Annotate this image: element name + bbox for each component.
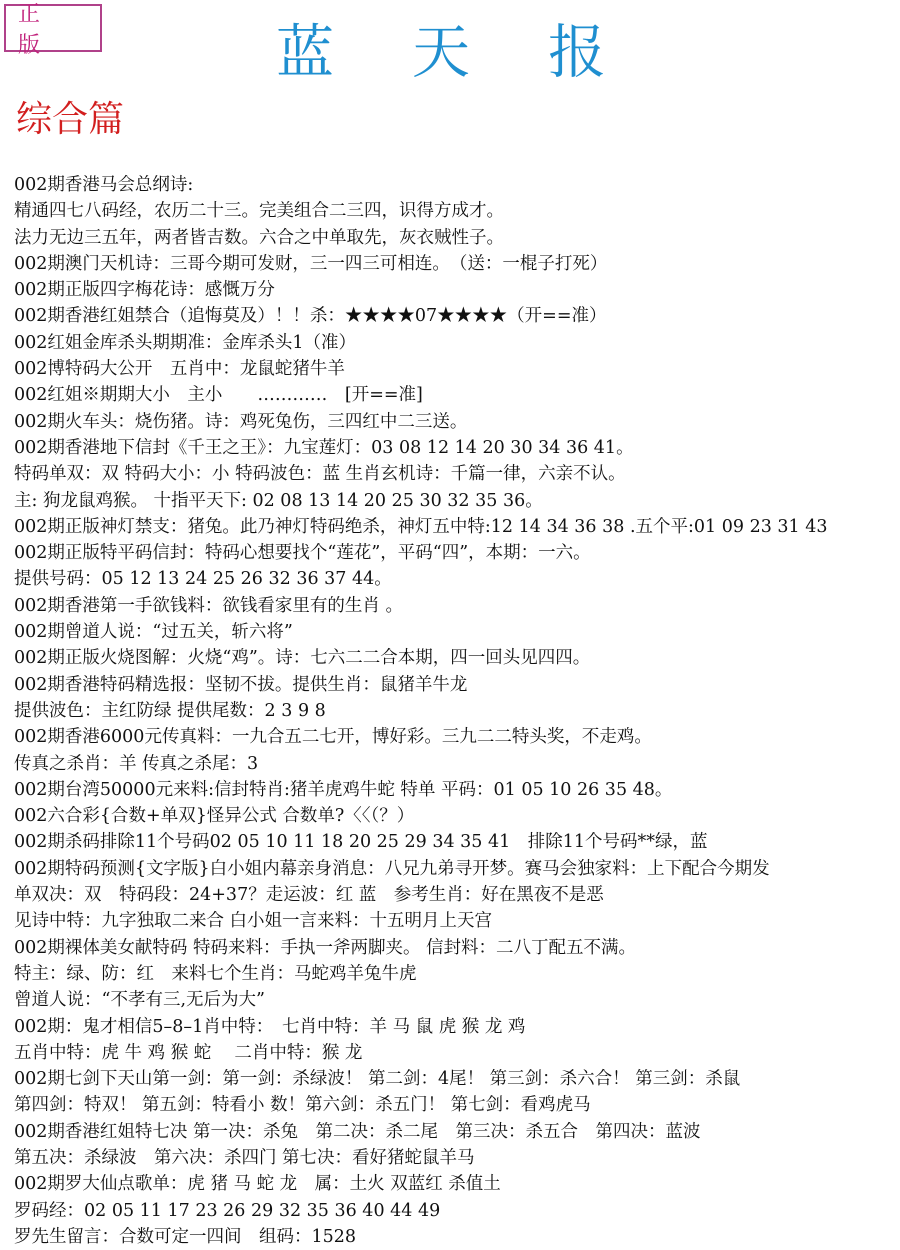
text-line: 002期曾道人说：“过五关，斩六将” <box>14 622 293 643</box>
text-line: 002期香港特码精选报：坚韧不拔。提供生肖：鼠猪羊牛龙 <box>14 674 468 695</box>
text-line: 002期正版神灯禁支：猪兔。此乃神灯特码绝杀，神灯五中特:12 14 34 36 38 .五个平:01 09 23 31 43 <box>14 516 828 537</box>
text-line: 传真之杀肖：羊 传真之杀尾：3 <box>14 753 259 774</box>
text-line: 002博特码大公开 五肖中：龙鼠蛇猪牛羊 <box>14 359 345 380</box>
text-line: 精通四七八码经，农历二十三。完美组合二三四，识得方成才。 <box>14 201 504 222</box>
text-line: 曾道人说：“不孝有三,无后为大” <box>14 990 265 1011</box>
text-line: 第四剑：特双！ 第五剑：特看小 数！第六剑：杀五门！ 第七剑：看鸡虎马 <box>14 1095 591 1116</box>
text-line: 罗码经：02 05 11 17 23 26 29 32 35 36 40 44 49 <box>14 1200 441 1221</box>
text-line: 002期裸体美女献特码 特码来料：手执一斧两脚夹。 信封料：二八丁配五不满。 <box>14 937 637 958</box>
text-line: 002期罗大仙点歌单：虎 猪 马 蛇 龙 属：土火 双蓝红 杀值土 <box>14 1174 501 1195</box>
text-line: 002期香港6000元传真料：一九合五二七开，博好彩。三九二二特头奖，不走鸡。 <box>14 727 652 748</box>
text-line: 002期七剑下天山第一剑：第一剑：杀绿波！ 第二剑：4尾！ 第三剑：杀六合！ 第三剑：杀鼠 <box>14 1069 741 1090</box>
article-body <box>14 172 898 1250</box>
text-line: 002期香港第一手欲钱料：欲钱看家里有的生肖 。 <box>14 595 403 616</box>
text-line: 特主：绿、防：红 来料七个生肖：马蛇鸡羊兔牛虎 <box>14 963 417 984</box>
text-line: 002期正版特平码信封：特码心想要找个“莲花”，平码“四”，本期：一六。 <box>14 543 591 564</box>
text-line: 002期澳门天机诗：三哥今期可发财，三一四三可相连。 （送：一棍子打死） <box>14 253 608 274</box>
text-line: 002期台湾50000元来料:信封特肖:猪羊虎鸡牛蛇 特单 平码：01 05 10 26 35 48。 <box>14 779 673 800</box>
text-line: 002六合彩{合数+单双}怪异公式 合数单?〈〈（？） <box>14 806 415 827</box>
text-line: 002期香港地下信封《千王之王》：九宝莲灯：03 08 12 14 20 30 34 36 41。 <box>14 437 634 458</box>
text-line: 002期杀码排除11个号码02 05 10 11 18 20 25 29 34 35 41 排除11个号码**绿，蓝 <box>14 832 708 853</box>
text-line: 第五决：杀绿波 第六决：杀四门 第七决：看好猪蛇鼠羊马 <box>14 1147 475 1168</box>
text-line: 提供号码：05 12 13 24 25 26 32 36 37 44。 <box>14 569 392 590</box>
text-line: 002期：鬼才相信5–8–1肖中特： 七肖中特：羊 马 鼠 虎 猴 龙 鸡 <box>14 1016 526 1037</box>
text-line: 单双决：双 特码段：24+37？走运波：红 蓝 参考生肖：好在黑夜不是恶 <box>14 885 604 906</box>
text-line: 002红姐金库杀头期期准：金库杀头1（准） <box>14 332 357 353</box>
text-line: 五肖中特：虎 牛 鸡 猴 蛇 二肖中特：猴 龙 <box>14 1042 363 1063</box>
text-line: 提供波色：主红防绿 提供尾数：2 3 9 8 <box>14 700 326 721</box>
text-line: 罗先生留言：合数可定一四间 组码：1528 <box>14 1226 357 1247</box>
text-line: 见诗中特：九字独取二来合 白小姐一言来料：十五明月上天宫 <box>14 911 493 932</box>
text-line: 002红姐※期期大小 主小 ………… [开==准] <box>14 385 423 406</box>
text-line: 002期火车头：烧伤猪。诗：鸡死兔伤，三四红中二三送。 <box>14 411 468 432</box>
text-line: 002期香港红姐特七决 第一决：杀兔 第二决：杀二尾 第三决：杀五合 第四决：蓝波 <box>14 1121 701 1142</box>
text-line: 002期香港马会总纲诗: <box>14 175 194 195</box>
text-line: 法力无边三五年，两者皆吉数。六合之中单取先，灰衣贼性子。 <box>14 227 504 248</box>
newspaper-title: 蓝天报 <box>275 18 684 86</box>
text-line: 特码单双：双 特码大小：小 特码波色：蓝 生肖玄机诗：千篇一律，六亲不认。 <box>14 464 626 485</box>
section-heading: 综合篇 <box>16 99 125 140</box>
text-line: 主: 狗龙鼠鸡猴。 十指平天下: 02 08 13 14 20 25 30 32 35 36。 <box>14 490 543 511</box>
text-line: 002期特码预测{文字版}白小姐内幕亲身消息：八兄九弟寻开梦。赛马会独家料：上下配合今期发 <box>14 858 770 879</box>
authentic-edition-badge: 正 版 <box>4 4 102 52</box>
text-line: 002期正版四字梅花诗：感慨万分 <box>14 280 275 301</box>
text-line: 002期正版火烧图解：火烧“鸡”。诗：七六二二合本期，四一回头见四四。 <box>14 648 591 669</box>
text-line: 002期香港红姐禁合（追悔莫及）！！杀：★★★★07★★★★（开==准） <box>14 306 607 327</box>
